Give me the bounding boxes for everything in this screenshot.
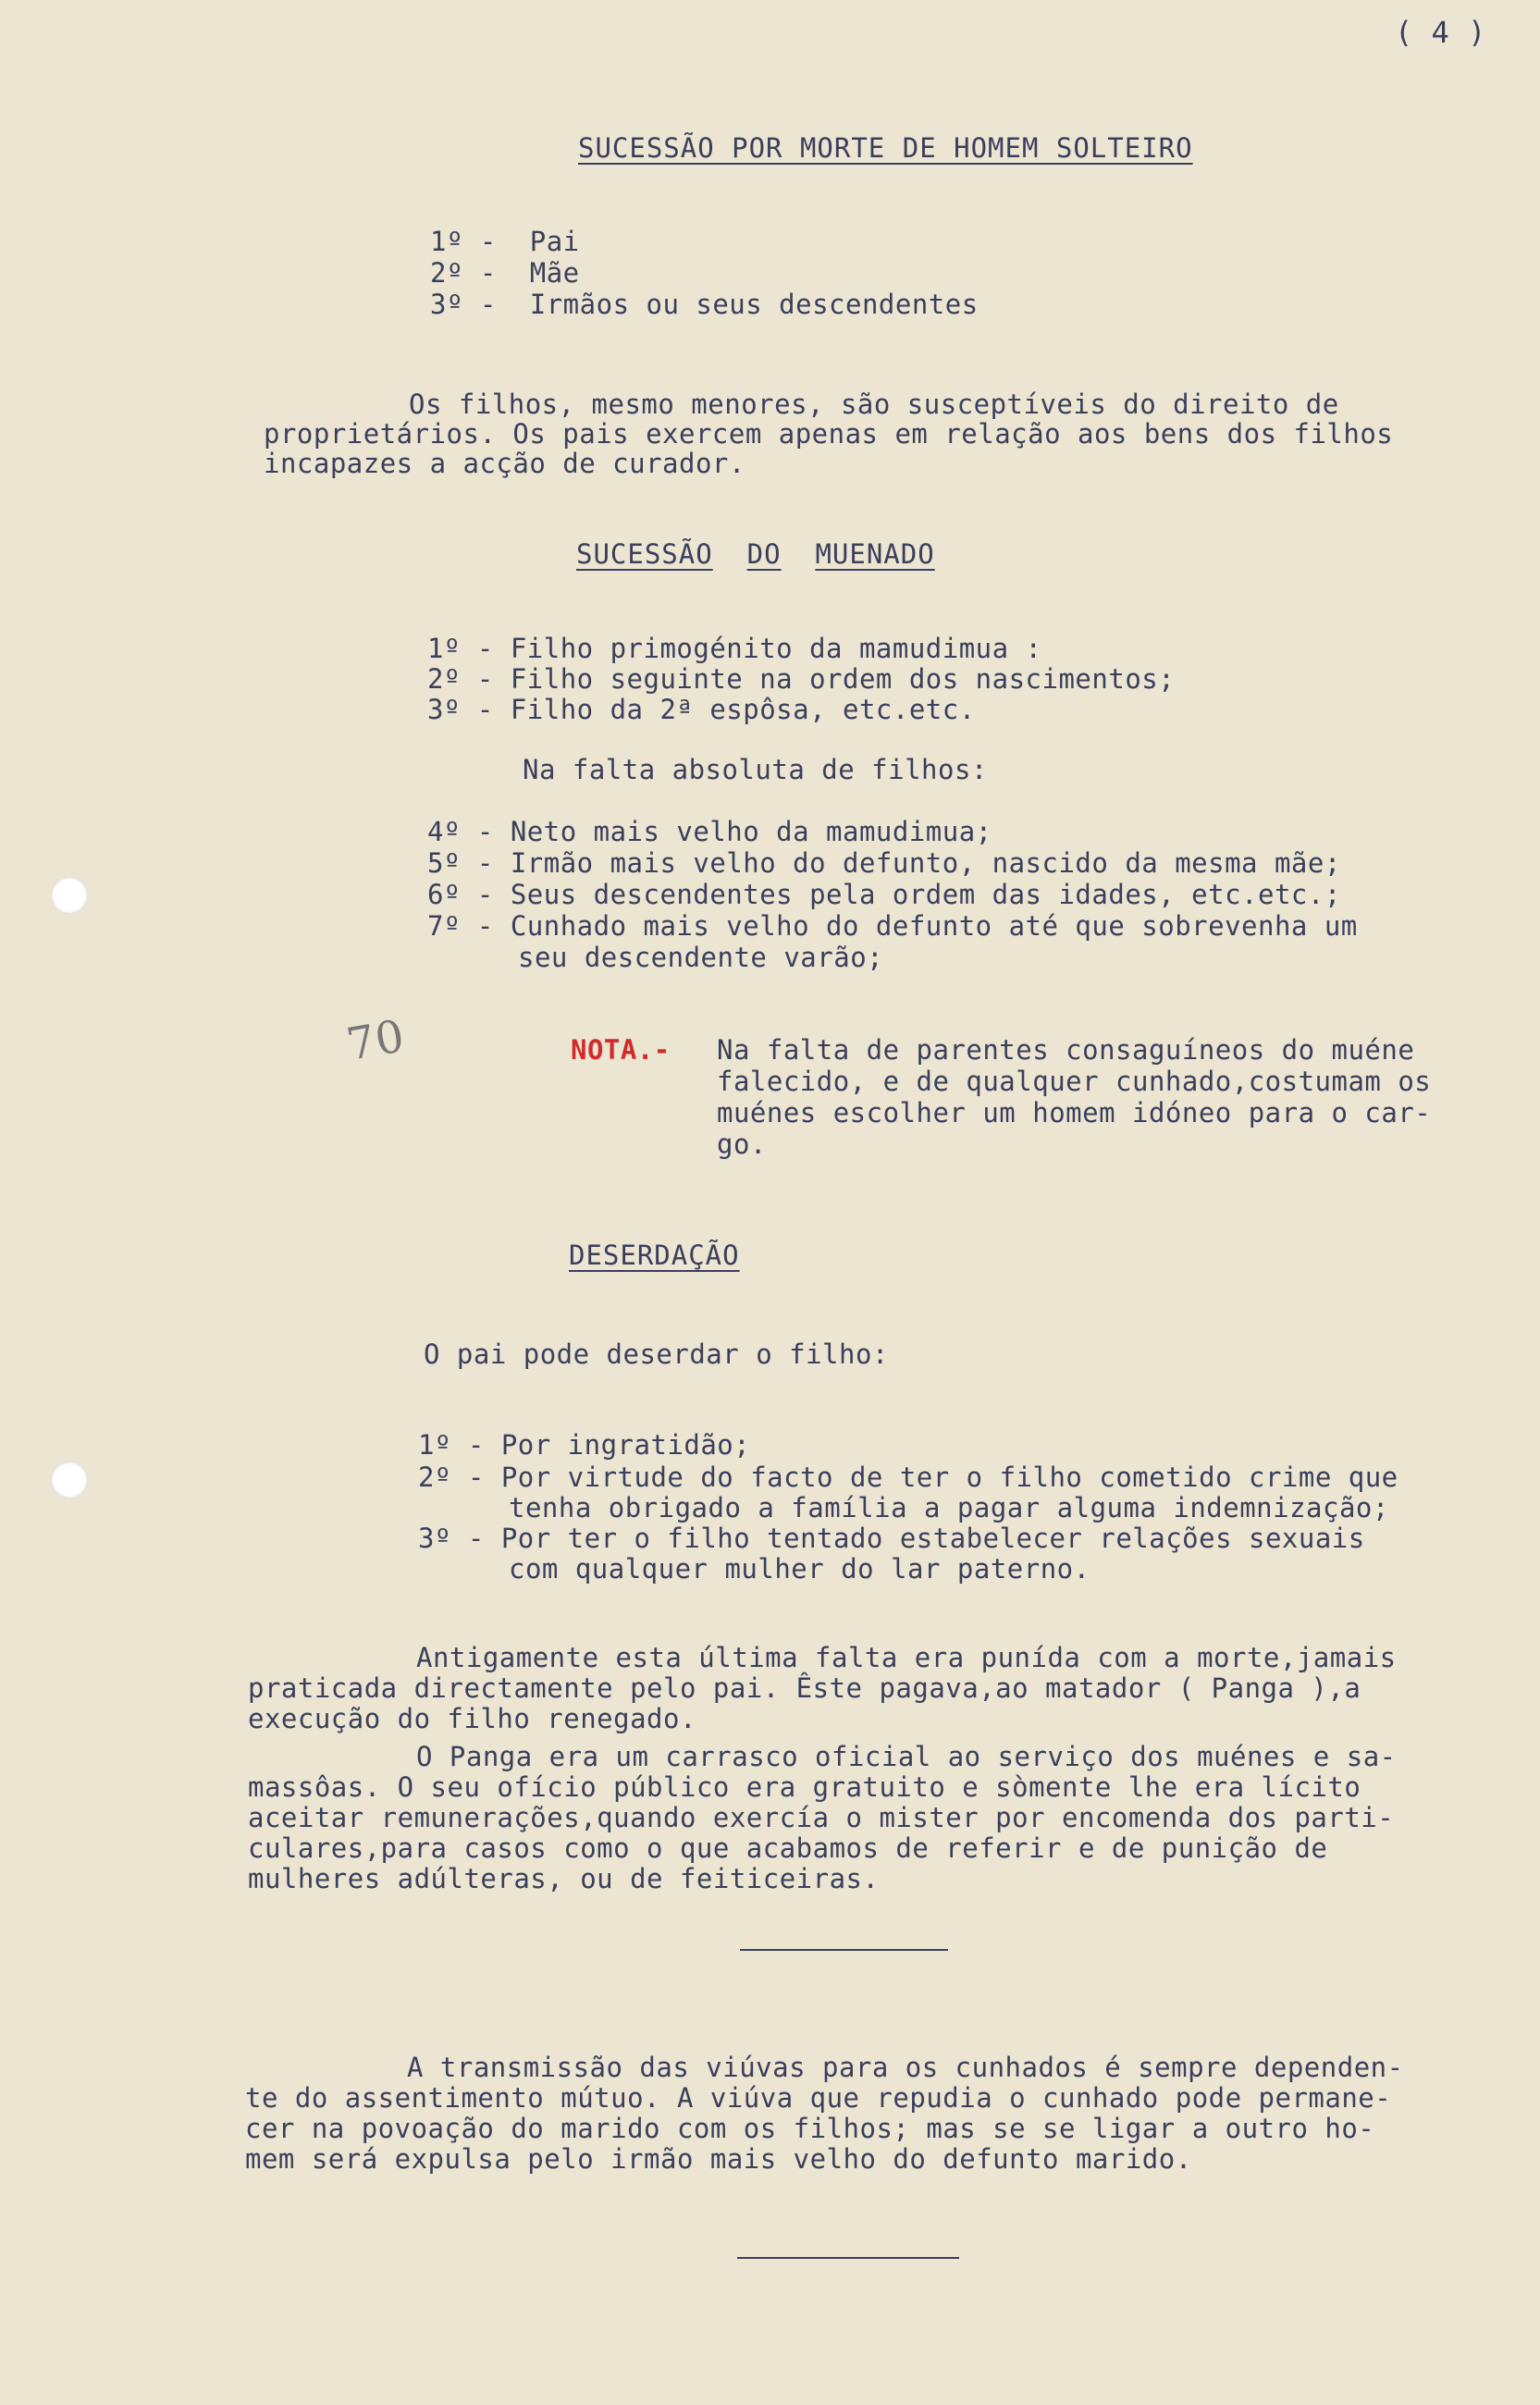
paragraph-line: proprietários. Os pais exercem apenas em relação aos bens dos filhos — [264, 418, 1394, 450]
nota-line: muénes escolher um homem idóneo para o car- — [717, 1097, 1432, 1128]
list-text: Filho seguinte na ordem dos nascimentos; — [510, 663, 1176, 695]
heading-word: SUCESSÃO — [576, 538, 713, 570]
nota-line: Na falta de parentes consaguíneos do muéne — [717, 1034, 1415, 1066]
list-item — [430, 226, 580, 257]
list-number: 5º - — [427, 847, 494, 879]
section-heading: DESERDAÇÃO — [569, 1240, 740, 1271]
list-text: Seus descendentes pela ordem das idades, etc.etc.; — [510, 879, 1341, 910]
list-item — [427, 663, 1175, 695]
paragraph-line: O Panga era um carrasco oficial ao serviço dos muénes e sa- — [416, 1741, 1397, 1772]
list-number: 3º - — [427, 694, 494, 725]
list-number: 1º - — [418, 1429, 485, 1461]
nota-label: NOTA.- — [571, 1034, 671, 1066]
list-number: 1º - — [427, 633, 494, 664]
list-text: Neto mais velho da mamudimua; — [510, 816, 992, 847]
list-text: Filho primogénito da mamudimua : — [510, 633, 1042, 664]
list-item — [418, 1462, 1398, 1493]
punch-hole — [51, 1462, 88, 1498]
list-number: 7º - — [427, 910, 494, 942]
paragraph-line: massôas. O seu ofício público era gratuito e sòmente lhe era lícito — [248, 1771, 1361, 1803]
list-item — [427, 879, 1341, 910]
list-number: 2º - — [430, 257, 497, 289]
paragraph-line: praticada directamente pelo pai. Êste pagava,ao matador ( Panga ),a — [248, 1672, 1361, 1704]
list-item — [430, 257, 580, 289]
list-text: Irmão mais velho do defunto, nascido da mesma mãe; — [510, 847, 1341, 879]
paragraph-line: execução do filho renegado. — [248, 1703, 696, 1734]
list-item — [427, 694, 976, 725]
paragraph-line: mem será expulsa pelo irmão mais velho do defunto marido. — [245, 2143, 1192, 2175]
paragraph-line: te do assentimento mútuo. A viúva que repudia o cunhado pode permane- — [245, 2082, 1392, 2114]
paragraph-line: cer na povoação do marido com os filhos; mas se se ligar a outro ho- — [245, 2113, 1375, 2144]
list-text: Mãe — [529, 257, 580, 289]
list-number: 1º - — [430, 226, 497, 257]
intro-text: O pai pode deserdar o filho: — [424, 1338, 889, 1370]
list-number: 2º - — [427, 663, 494, 695]
list-number: 4º - — [427, 816, 494, 847]
list-item — [427, 816, 992, 847]
list-text: Irmãos ou seus descendentes — [529, 289, 979, 320]
margin-mark: 70 — [342, 1010, 409, 1071]
list-number: 2º - — [418, 1462, 485, 1493]
paragraph-line: Antigamente esta última falta era punída com a morte,jamais — [416, 1642, 1397, 1673]
paragraph-line: mulheres adúlteras, ou de feiticeiras. — [248, 1863, 880, 1894]
heading-word: MUENADO — [815, 538, 935, 570]
list-item-continuation: tenha obrigado a família a pagar alguma indemnização; — [509, 1492, 1389, 1523]
list-text: Por ingratidão; — [500, 1429, 751, 1461]
divider — [737, 2257, 959, 2259]
list-item — [427, 633, 1042, 664]
list-number: 6º - — [427, 879, 494, 910]
list-text: Pai — [529, 226, 580, 257]
list-number: 3º - — [430, 289, 497, 320]
paragraph-line: A transmissão das viúvas para os cunhados é sempre dependen- — [407, 2052, 1404, 2083]
paragraph-line: Os filhos, mesmo menores, são susceptíveis do direito de — [409, 388, 1339, 420]
section-heading: SUCESSÃO POR MORTE DE HOMEM SOLTEIRO — [578, 132, 1193, 164]
paragraph-line: aceitar remunerações,quando exercía o mister por encomenda dos parti- — [248, 1802, 1395, 1833]
divider — [740, 1949, 948, 1951]
list-item — [427, 910, 1358, 942]
punch-hole — [51, 877, 88, 914]
nota-line: go. — [717, 1128, 767, 1160]
list-text: Por ter o filho tentado estabelecer relações sexuais — [500, 1523, 1365, 1554]
list-text: Cunhado mais velho do defunto até que sobrevenha um — [510, 910, 1358, 942]
list-item — [418, 1523, 1365, 1554]
heading-word: DO — [746, 538, 782, 570]
paragraph-line: incapazes a acção de curador. — [264, 448, 745, 479]
page-number: ( 4 ) — [1395, 15, 1486, 50]
section-heading — [576, 538, 935, 570]
list-item-continuation: seu descendente varão; — [518, 942, 884, 973]
list-item — [430, 289, 979, 320]
list-item-continuation: com qualquer mulher do lar paterno. — [509, 1553, 1090, 1585]
paragraph-line: culares,para casos como o que acabamos de referir e de punição de — [248, 1832, 1328, 1864]
nota-line: falecido, e de qualquer cunhado,costumam os — [717, 1066, 1432, 1097]
list-number: 3º - — [418, 1523, 485, 1554]
list-item — [427, 847, 1341, 879]
subheading: Na falta absoluta de filhos: — [523, 754, 988, 785]
list-text: Filho da 2ª espôsa, etc.etc. — [510, 694, 976, 725]
list-item — [418, 1429, 750, 1461]
list-text: Por virtude do facto de ter o filho cometido crime que — [500, 1462, 1398, 1493]
